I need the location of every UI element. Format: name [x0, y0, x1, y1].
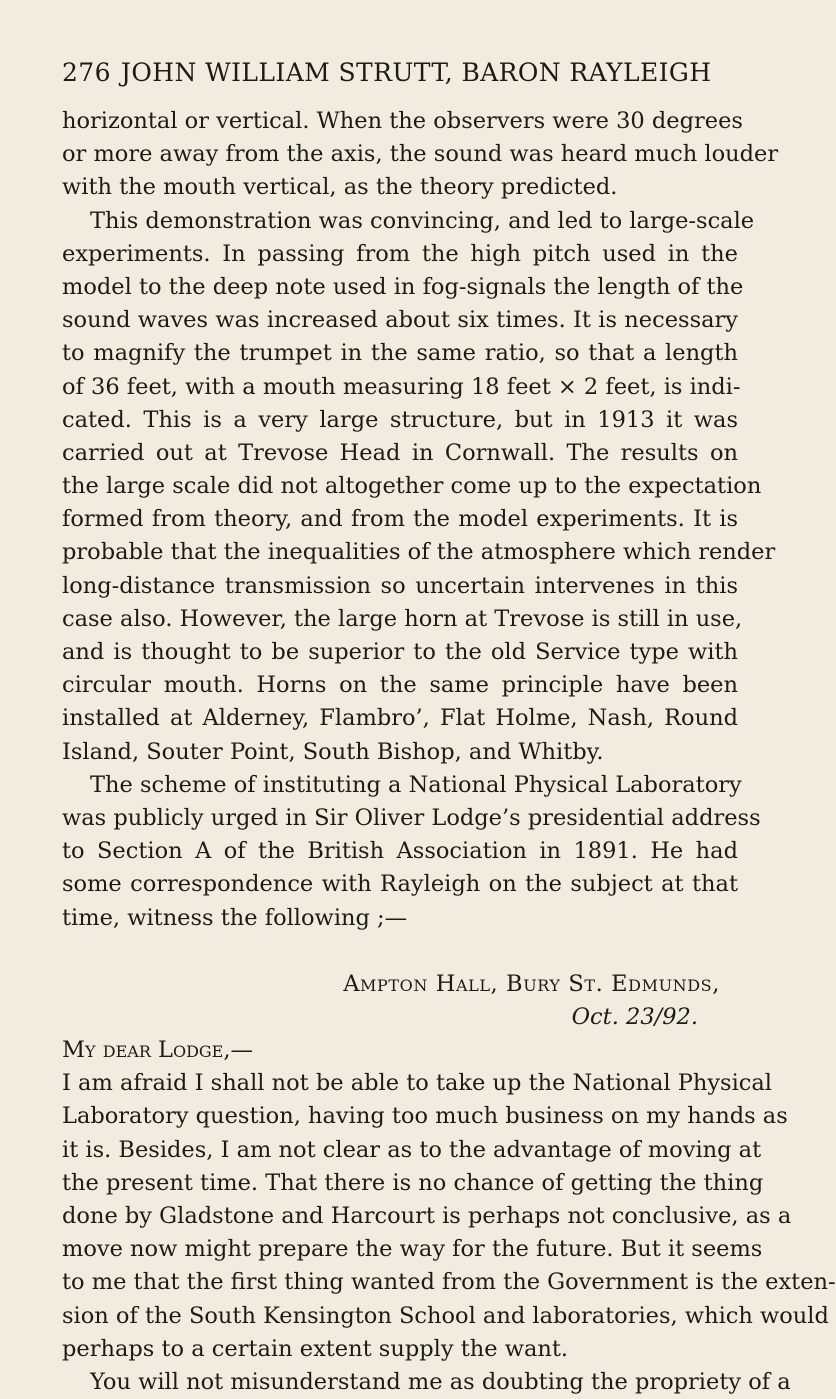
text-line: installed at Alderney, Flambro’, Flat Holme, Nash, Round: [62, 705, 738, 732]
text-line: formed from theory, and from the model experiments. It is: [62, 506, 738, 533]
page-number: 276: [62, 58, 111, 87]
running-header: [62, 55, 738, 91]
text-line: of 36 feet, with a mouth measuring 18 feet × 2 feet, is indi-: [62, 373, 741, 400]
text-line: to Section A of the British Association in 1891. He had: [62, 838, 738, 865]
letter-line: sion of the South Kensington School and laboratories, which would: [62, 1302, 829, 1329]
text-line: or more away from the axis, the sound was heard much louder: [62, 141, 779, 168]
text-line: the large scale did not altogether come up to the expectation: [62, 473, 762, 500]
letter-line: Laboratory question, having too much business on my hands as: [62, 1103, 788, 1130]
letter-line: perhaps to a certain extent supply the want.: [62, 1335, 569, 1362]
text-line: case also. However, the large horn at Trevose is still in use,: [62, 605, 743, 632]
text-line: to magnify the trumpet in the same ratio, so that a length: [62, 340, 738, 367]
letter-line: You will not misunderstand me as doubting the propriety of a: [90, 1368, 791, 1395]
letter-line: done by Gladstone and Harcourt is perhaps not conclusive, as a: [62, 1203, 792, 1229]
body-text: [62, 105, 779, 935]
text-line: This demonstration was convincing, and led to large-scale: [90, 207, 755, 234]
letter-line: to me that the first thing wanted from the Government is the exten-: [62, 1269, 836, 1296]
letter-line: move now might prepare the way for the future. But it seems: [62, 1236, 763, 1263]
text-line: cated. This is a very large structure, but in 1913 it was: [62, 406, 738, 433]
text-line: circular mouth. Horns on the same principle have been: [62, 672, 738, 699]
text-line: Island, Souter Point, South Bishop, and Whitby.: [62, 738, 604, 765]
text-line: and is thought to be superior to the old Service type with: [62, 639, 738, 665]
letter-line: it is. Besides, I am not clear as to the advantage of moving at: [62, 1136, 762, 1163]
letter-line: the present time. That there is no chance of getting the thing: [62, 1169, 764, 1196]
letter-body: [62, 1067, 836, 1399]
text-line: some correspondence with Rayleigh on the subject at that: [62, 871, 738, 898]
text-line: with the mouth vertical, as the theory predicted.: [62, 174, 618, 201]
text-line: experiments. In passing from the high pitch used in the: [62, 240, 738, 267]
text-line: horizontal or vertical. When the observers were 30 degrees: [62, 108, 743, 134]
text-line: The scheme of instituting a National Physical Laboratory: [90, 771, 742, 798]
text-line: probable that the inequalities of the atmosphere which render: [62, 539, 776, 566]
letter-address: Ampton Hall, Bury St. Edmunds,: [343, 970, 720, 997]
text-line: long-distance transmission so uncertain intervenes in this: [62, 572, 738, 599]
text-line: time, witness the following ;—: [62, 904, 408, 931]
letter-salutation: My dear Lodge,—: [62, 1037, 254, 1064]
text-line: carried out at Trevose Head in Cornwall. The results on: [62, 439, 738, 466]
letter-line: I am afraid I shall not be able to take up the National Physical: [62, 1070, 773, 1097]
running-title: JOHN WILLIAM STRUTT, BARON RAYLEIGH: [120, 58, 712, 87]
spacer: [62, 935, 738, 968]
text-line: model to the deep note used in fog-signals the length of the: [62, 273, 744, 300]
text-line: was publicly urged in Sir Oliver Lodge’s presidential address: [62, 804, 761, 831]
text-line: sound waves was increased about six times. It is necessary: [62, 307, 738, 334]
letter-date: Oct. 23/92.: [571, 1003, 698, 1030]
